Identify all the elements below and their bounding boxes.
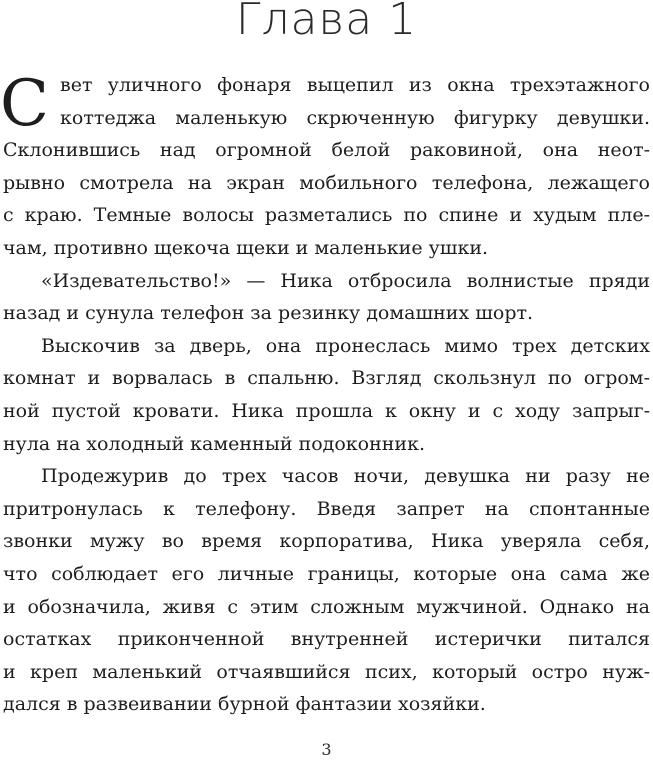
page-number: 3 [321, 740, 332, 759]
text-line: Продежурив до трех часов ночи, девушка ни разу не [41, 465, 650, 488]
text-line: с краю. Темные волосы разметались по спине и худым пле- [3, 204, 650, 227]
text-line: Выскочив за дверь, она пронеслась мимо трех детских [41, 334, 650, 357]
text-line: вет уличного фонаря выцепил из окна трехэтажного [60, 74, 650, 96]
text-line: назад и сунула телефон за резинку домашних шорт. [3, 302, 534, 325]
text-line: «Издевательство!» — Ника отбросила волнистые пряди [41, 269, 650, 292]
text-line: чам, противно щекоча щеки и маленькие ушки. [3, 236, 489, 259]
text-line: коттеджа маленькую скрюченную фигурку девушки. [60, 106, 650, 129]
text-line: остатках приконченной внутренней истерички питался [3, 628, 650, 651]
text-line: что соблюдает его личные границы, которые она сама же [3, 562, 650, 585]
chapter-title: Глава 1 [235, 0, 418, 45]
text-line: Склонившись над огромной белой раковиной, она неот- [3, 139, 650, 162]
text-line: и обозначила, живя с этим сложным мужчиной. Однако на [3, 595, 650, 618]
text-line: нула на холодный каменный подоконник. [3, 432, 425, 455]
body-text [3, 69, 650, 721]
text-line: комнат и ворвалась в спальню. Взгляд скользнул по огром- [3, 367, 650, 390]
text-line: звонки мужу во время корпоратива, Ника уверяла себя, [3, 530, 650, 553]
text-line: ной пустой кровати. Ника прошла к окну и с ходу запрыг- [3, 399, 650, 422]
text-line: притронулась к телефону. Введя запрет на спонтанные [3, 497, 650, 520]
text-line: и креп маленький отчаявшийся псих, который остро нуж- [3, 660, 650, 683]
text-line: дался в развеивании бурной фантазии хозяйки. [3, 693, 486, 716]
drop-cap: С [0, 67, 49, 141]
text-line: рывно смотрела на экран мобильного телефона, лежащего [3, 171, 650, 194]
